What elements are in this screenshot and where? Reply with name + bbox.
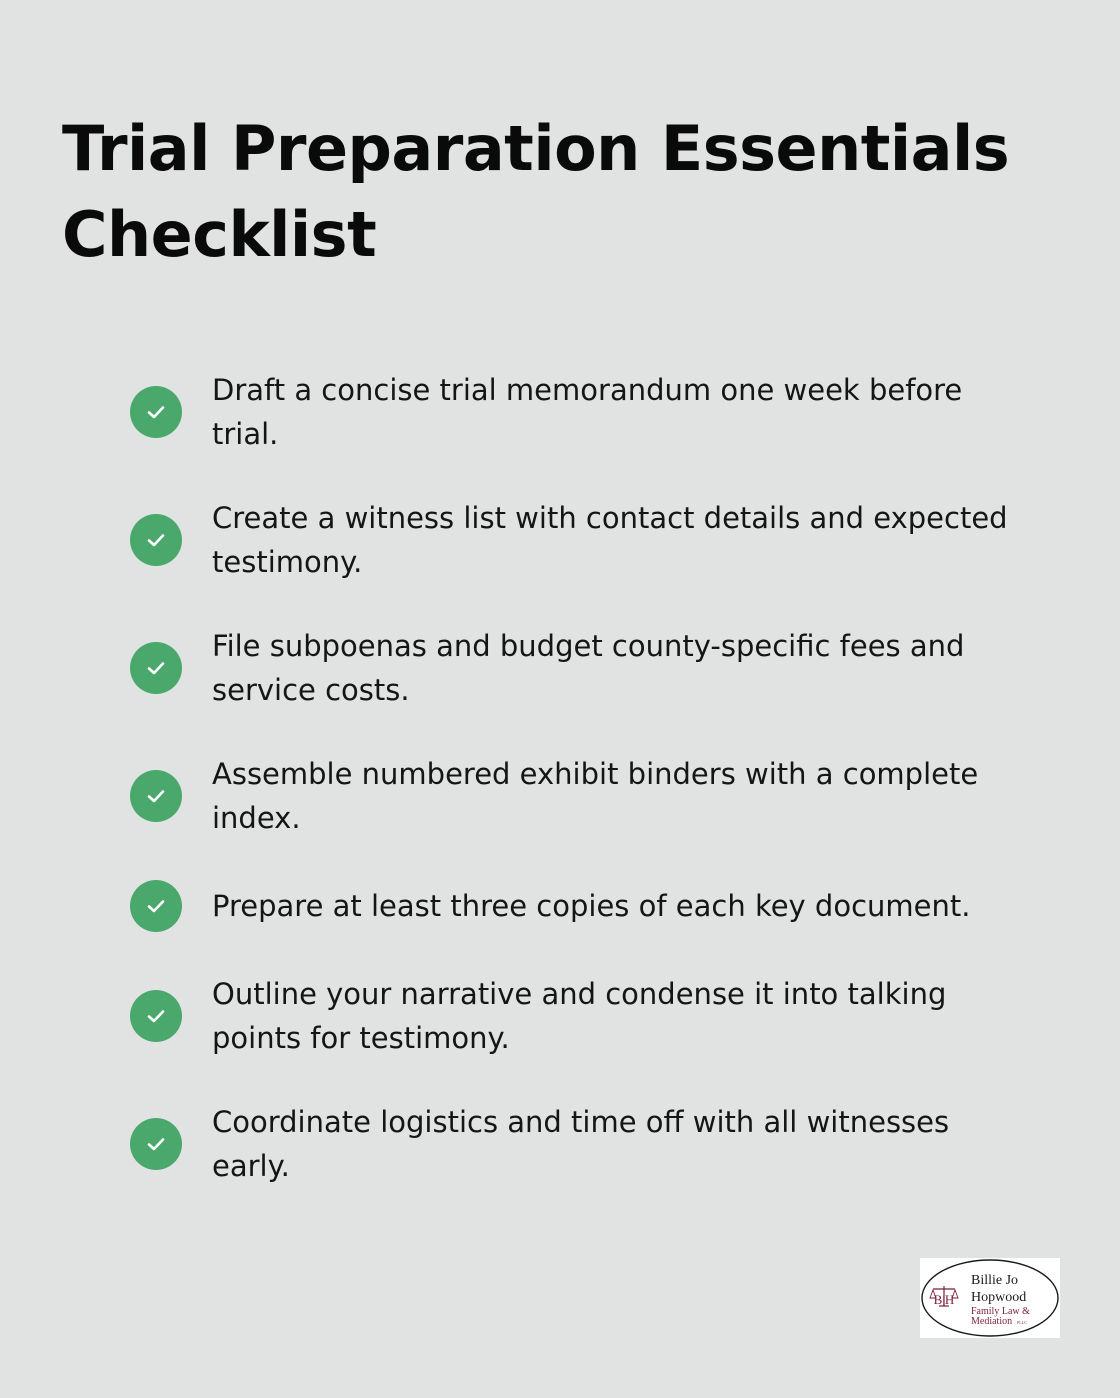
check-circle-icon [130,990,182,1042]
check-circle-icon [130,880,182,932]
checklist [130,368,1030,1228]
checklist-item-text: Create a witness list with contact details and expected testimony. [212,501,1008,579]
logo-name-line1: Billie Jo [971,1273,1019,1288]
checklist-item-text: Draft a concise trial memorandum one week before trial. [212,373,963,451]
checklist-item-text: Outline your narrative and condense it into talking points for testimony. [212,977,947,1055]
check-circle-icon [130,642,182,694]
checklist-item [130,972,1030,1060]
checklist-item [130,368,1030,456]
checklist-item [130,624,1030,712]
page-title: Trial Preparation Essentials Checklist [62,112,1010,271]
checklist-item-text: File subpoenas and budget county-specific fees and service costs. [212,629,965,707]
logo-suffix: PLLC [1017,1320,1027,1325]
logo-tagline-line1: Family Law & [971,1306,1030,1317]
checklist-item-text: Prepare at least three copies of each key document. [212,889,971,923]
logo-name-line2: Hopwood [971,1290,1027,1305]
checklist-item [130,880,1030,932]
firm-logo [920,1258,1060,1338]
logo-tagline-line2: Mediation [971,1316,1013,1327]
checklist-item-text: Coordinate logistics and time off with all witnesses early. [212,1105,950,1183]
checklist-item [130,752,1030,840]
check-circle-icon [130,514,182,566]
logo-initials: B|H [933,1292,955,1307]
check-circle-icon [130,770,182,822]
check-circle-icon [130,1118,182,1170]
checklist-item [130,496,1030,584]
checklist-item-text: Assemble numbered exhibit binders with a complete index. [212,757,979,835]
check-circle-icon [130,386,182,438]
checklist-item [130,1100,1030,1188]
